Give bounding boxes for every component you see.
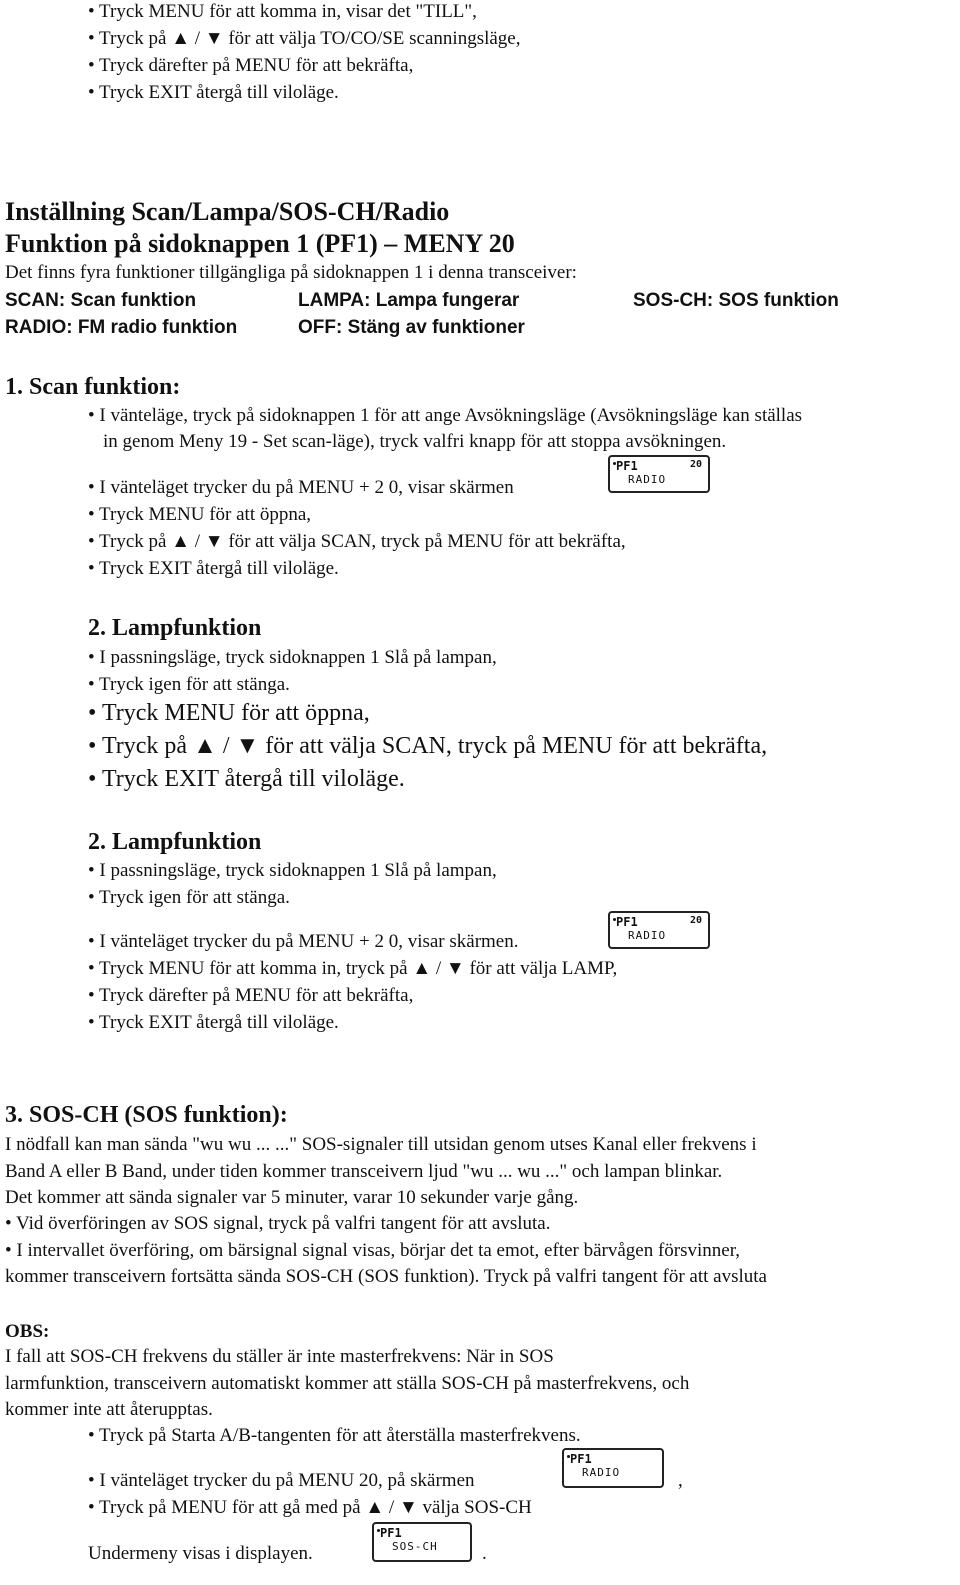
bullet-line: • Tryck EXIT återgå till viloläge. [88, 82, 339, 103]
bullet-line: • Tryck MENU för att komma in, visar det "TILL", [88, 1, 477, 22]
paragraph-line: I fall att SOS-CH frekvens du ställer är inte masterfrekvens: När in SOS [5, 1346, 554, 1367]
bullet-line: • Tryck EXIT återgå till viloläge. [88, 558, 339, 579]
function-lampa: LAMPA: Lampa fungerar [298, 290, 520, 311]
paragraph-line: • I intervallet överföring, om bärsignal signal visas, börjar det ta emot, efter bärvågen försvinner, [5, 1240, 741, 1261]
paragraph-line: Undermeny visas i displayen. [88, 1543, 313, 1564]
section-subheading: Funktion på sidoknappen 1 (PF1) – MENY 20 [5, 229, 515, 258]
function-radio: RADIO: FM radio funktion [5, 317, 238, 338]
paragraph-line: kommer transceivern fortsätta sända SOS-CH (SOS funktion). Tryck på valfri tangent för att avsluta [5, 1266, 767, 1287]
bullet-line: • I passningsläge, tryck sidoknappen 1 Slå på lampan, [88, 860, 497, 881]
bullet-line: • Tryck EXIT återgå till viloläge. [88, 766, 405, 792]
bullet-line: • Tryck på Starta A/B-tangenten för att återställa masterfrekvens. [88, 1425, 581, 1446]
bullet-line: • Tryck MENU för att öppna, [88, 504, 312, 525]
obs-title: OBS: [5, 1321, 50, 1342]
lcd-display-radio: PF1 20 RADIO [608, 455, 710, 493]
bullet-line: • Tryck igen för att stänga. [88, 674, 290, 695]
function-off: OFF: Stäng av funktioner [298, 317, 525, 338]
scan-title: 1. Scan funktion: [5, 374, 181, 400]
lcd-display-sos: PF1 SOS-CH [372, 1522, 472, 1562]
bullet-line: • Tryck på ▲ / ▼ för att välja TO/CO/SE scanningsläge, [88, 28, 521, 49]
paragraph-line: Det kommer att sända signaler var 5 minuter, varar 10 sekunder varje gång. [5, 1187, 579, 1208]
bullet-line: • Tryck MENU för att komma in, tryck på ▲ / ▼ för att välja LAMP, [88, 958, 618, 979]
bullet-line: • I vänteläget trycker du på MENU 20, på skärmen [88, 1470, 475, 1491]
bullet-line: • Tryck på ▲ / ▼ för att välja SCAN, tryck på MENU för att bekräfta, [88, 531, 626, 552]
function-scan: SCAN: Scan funktion [5, 290, 197, 311]
bullet-line: • I vänteläge, tryck på sidoknappen 1 för att ange Avsökningsläge (Avsökningsläge kan ställas [88, 405, 803, 426]
bullet-line: • Tryck på MENU för att gå med på ▲ / ▼ välja SOS-CH [88, 1497, 532, 1518]
lcd-display-radio: PF1 20 RADIO [608, 911, 710, 949]
bullet-line: • I passningsläge, tryck sidoknappen 1 Slå på lampan, [88, 647, 497, 668]
lamp-title: 2. Lampfunktion [88, 615, 262, 641]
paragraph-line: kommer inte att återupptas. [5, 1399, 213, 1420]
function-sos: SOS-CH: SOS funktion [633, 290, 839, 311]
bullet-line: • Tryck MENU för att öppna, [88, 700, 370, 726]
paragraph-line: Band A eller B Band, under tiden kommer transceivern ljud "wu ... wu ..." och lampan blinkar. [5, 1161, 723, 1182]
bullet-line: • I vänteläget trycker du på MENU + 2 0, visar skärmen. [88, 931, 519, 952]
bullet-line: • Tryck igen för att stänga. [88, 887, 290, 908]
section-heading: Inställning Scan/Lampa/SOS-CH/Radio [5, 197, 450, 226]
punctuation: , [678, 1470, 683, 1491]
bullet-line: in genom Meny 19 - Set scan-läge), tryck valfri knapp för att stoppa avsökningen. [103, 431, 727, 452]
punctuation: . [482, 1543, 487, 1564]
bullet-line: • Tryck därefter på MENU för att bekräfta, [88, 985, 414, 1006]
sos-title: 3. SOS-CH (SOS funktion): [5, 1102, 288, 1128]
intro-text: Det finns fyra funktioner tillgängliga på sidoknappen 1 i denna transceiver: [5, 262, 577, 283]
lcd-display-radio: PF1 RADIO [562, 1448, 664, 1488]
lamp-title: 2. Lampfunktion [88, 829, 262, 855]
paragraph-line: • Vid överföringen av SOS signal, tryck på valfri tangent för att avsluta. [5, 1213, 551, 1234]
paragraph-line: larmfunktion, transceivern automatiskt kommer att ställa SOS-CH på masterfrekvens, och [5, 1373, 690, 1394]
bullet-line: • Tryck därefter på MENU för att bekräfta, [88, 55, 414, 76]
bullet-line: • Tryck på ▲ / ▼ för att välja SCAN, tryck på MENU för att bekräfta, [88, 733, 768, 759]
bullet-line: • I vänteläget trycker du på MENU + 2 0, visar skärmen [88, 477, 514, 498]
paragraph-line: I nödfall kan man sända "wu wu ... ..." SOS-signaler till utsidan genom utses Kanal eller frekvens i [5, 1134, 757, 1155]
bullet-line: • Tryck EXIT återgå till viloläge. [88, 1012, 339, 1033]
